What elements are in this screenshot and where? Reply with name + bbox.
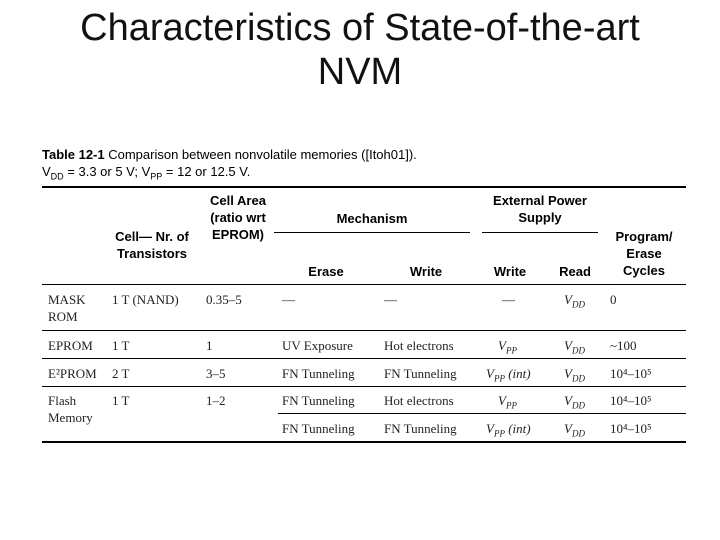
row-mask-rom-supply-read: $V_{DD}$ [564, 292, 585, 310]
row-eprom-supply-read: $V_{DD}$ [564, 338, 585, 356]
slide-title-line-2: NVM [317, 51, 403, 93]
row-e2prom-cycles: 10⁴–10⁵ [610, 366, 652, 381]
row-mask-rom-cell: 1 T (NAND) [112, 292, 179, 307]
row-flash-area: 1–2 [206, 393, 226, 408]
row-eprom-cycles: ~100 [610, 338, 637, 353]
table-top-rule [42, 186, 686, 188]
header-supply-write: Write [493, 264, 527, 279]
row-eprom-write: Hot electrons [384, 338, 454, 353]
row-e2prom-type: E²PROM [48, 366, 97, 381]
row-flash-fn-cycles: 10⁴–10⁵ [610, 421, 652, 436]
row-eprom-area: 1 [206, 338, 213, 353]
header-mech-write: Write [409, 264, 443, 279]
row-flash-supply-write: $V_{PP}$ [498, 393, 517, 411]
row-e2prom-supply-read: $V_{DD}$ [564, 366, 585, 384]
row-flash-fn-supply-write: $V_{PP}$ (int) [486, 421, 531, 439]
header-mechanism: Mechanism [336, 211, 408, 226]
row-mask-rom-erase: — [282, 292, 295, 307]
table-caption [42, 146, 682, 180]
supply-rule [482, 232, 598, 233]
caption-line-2: $V_{DD} = 3.3$ or 5 V; $V_{PP} = 12$ or 12.5 V. [42, 164, 251, 182]
row-flash-cell: 1 T [112, 393, 130, 408]
row-e2prom-supply-write: $V_{PP}$ (int) [486, 366, 531, 384]
row-rule-3 [42, 386, 686, 387]
slide-title [0, 6, 720, 94]
row-flash-type: Flash Memory [48, 393, 93, 425]
mechanism-rule [274, 232, 470, 233]
row-mask-rom-cycles: 0 [610, 292, 617, 307]
header-rule [42, 284, 686, 285]
row-mask-rom-write: — [384, 292, 397, 307]
row-flash-write: Hot electrons [384, 393, 454, 408]
row-eprom-cell: 1 T [112, 338, 130, 353]
row-flash-supply-read: $V_{DD}$ [564, 393, 585, 411]
row-rule-1 [42, 330, 686, 331]
slide-title-line-1: Characteristics of State-of-the-art [80, 7, 640, 49]
header-erase: Erase [308, 264, 344, 279]
header-cycles: Program/ Erase Cycles [615, 229, 673, 278]
table-bottom-rule [42, 441, 686, 443]
row-flash-fn-supply-read: $V_{DD}$ [564, 421, 585, 439]
row-eprom-supply-write: $V_{PP}$ [498, 338, 517, 356]
row-e2prom-write: FN Tunneling [384, 366, 457, 381]
caption-text: Comparison between nonvolatile memories ([Itoh01]). [104, 147, 417, 162]
header-external-power: External Power Supply [493, 193, 587, 225]
row-flash-fn-erase: FN Tunneling [282, 421, 355, 436]
row-eprom-erase: UV Exposure [282, 338, 353, 353]
header-cell-transistors: Cell— Nr. of Transistors [115, 229, 189, 261]
row-flash-fn-write: FN Tunneling [384, 421, 457, 436]
row-mask-rom-supply-write: — [502, 292, 515, 307]
row-rule-2 [42, 358, 686, 359]
header-cell-area: Cell Area (ratio wrt EPROM) [210, 193, 266, 242]
row-rule-flash-split [278, 413, 686, 414]
row-eprom-type: EPROM [48, 338, 93, 353]
header-supply-read: Read [559, 264, 591, 279]
row-flash-erase: FN Tunneling [282, 393, 355, 408]
caption-label: Table 12-1 [42, 147, 105, 162]
row-e2prom-cell: 2 T [112, 366, 130, 381]
row-mask-rom-area: 0.35–5 [206, 292, 242, 307]
row-e2prom-area: 3–5 [206, 366, 226, 381]
row-mask-rom-type: MASK ROM [48, 292, 86, 324]
row-e2prom-erase: FN Tunneling [282, 366, 355, 381]
row-flash-cycles: 10⁴–10⁵ [610, 393, 652, 408]
